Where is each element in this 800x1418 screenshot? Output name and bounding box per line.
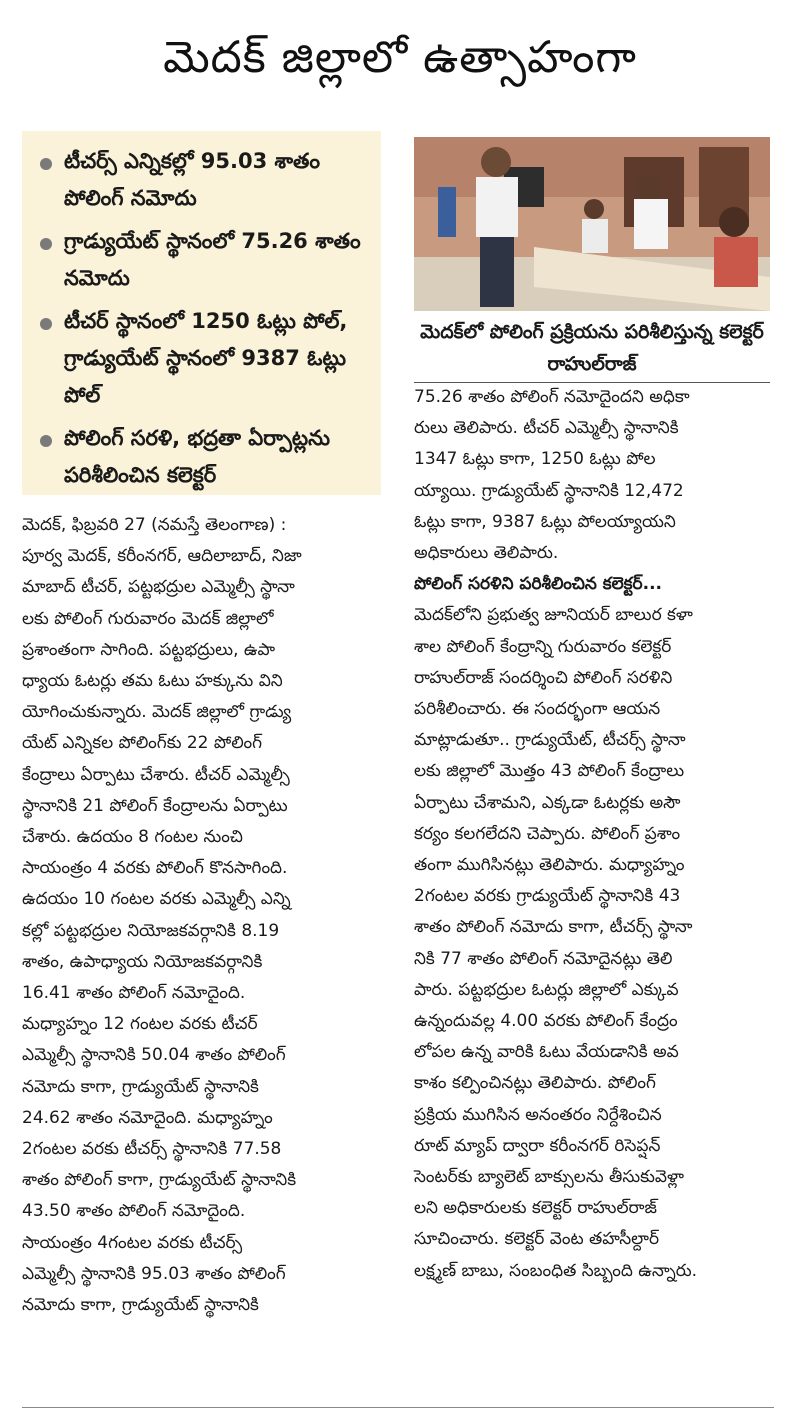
- article-line: ఉదయం 10 గంటల వరకు ఎమ్మెల్సీ ఎన్ని: [22, 889, 291, 910]
- article-line: తంగా ముగిసినట్లు తెలిపారు. మధ్యాహ్నం: [414, 855, 685, 876]
- article-line: ప్రక్రియ ముగిసిన అనంతరం నిర్దేశించిన: [414, 1104, 662, 1125]
- article-column-right: [414, 382, 774, 1287]
- article-line: 2గంటల వరకు టీచర్స్ స్థానానికి 77.58: [22, 1139, 282, 1160]
- photo-illustration: [414, 137, 770, 311]
- article-line: కాశం కల్పించినట్లు తెలిపారు. పోలింగ్: [414, 1073, 656, 1094]
- article-line: యేట్ ఎన్నికల పోలింగ్‌కు 22 పోలింగ్: [22, 733, 263, 754]
- news-photo: [414, 137, 770, 311]
- article-line: 1347 ఓట్లు కాగా, 1250 ఓట్లు పోల: [414, 449, 656, 470]
- article-line: ఓట్లు కాగా, 9387 ఓట్లు పోలయ్యాయని: [414, 511, 676, 532]
- bullet-icon: [40, 435, 52, 447]
- article-line: 16.41 శాతం పోలింగ్ నమోదైంది.: [22, 983, 246, 1004]
- article-line: అధికారులు తెలిపారు.: [414, 543, 559, 564]
- article-line: 75.26 శాతం పోలింగ్ నమోదైందని అధికా: [414, 387, 690, 407]
- highlights-box: [22, 131, 381, 495]
- article-column-left: [22, 510, 387, 1321]
- article-line: రులు తెలిపారు. టీచర్ ఎమ్మెల్సీ స్థానానికి: [414, 418, 679, 439]
- article-line: శాల పోలింగ్ కేంద్రాన్ని గురువారం కలెక్టర్: [414, 636, 672, 657]
- article-line: మాబాద్ టీచర్, పట్టభద్రుల ఎమ్మెల్సీ స్థానా: [22, 577, 295, 598]
- article-line: ఎమ్మెల్సీ స్థానానికి 95.03 శాతం పోలింగ్: [22, 1263, 286, 1284]
- article-line: సూచించారు. కలెక్టర్ వెంట తహసీల్దార్: [414, 1229, 660, 1250]
- article-line: కేంద్రాలు ఏర్పాటు చేశారు. టీచర్ ఎమ్మెల్సీ: [22, 764, 290, 785]
- article-line: ధ్యాయ ఓటర్లు తమ ఓటు హక్కును విని: [22, 671, 283, 692]
- article-line: కర్యం కలగలేదని చెప్పారు. పోలింగ్ ప్రశాం: [414, 823, 681, 844]
- article-line: ఎమ్మెల్సీ స్థానానికి 50.04 శాతం పోలింగ్: [22, 1045, 286, 1066]
- article-line: కల్లో పట్టభద్రుల నియోజకవర్గానికి 8.19: [22, 920, 280, 941]
- article-line: ప్రశాంతంగా సాగింది. పట్టభద్రులు, ఉపా: [22, 639, 275, 660]
- headline: మెదక్ జిల్లాలో ఉత్సాహంగా: [163, 32, 637, 83]
- article-line: యోగించుకున్నారు. మెదక్ జిల్లాలో గ్రాడ్యు: [22, 702, 292, 723]
- article-line: సాయంత్రం 4గంటల వరకు టీచర్స్: [22, 1232, 243, 1253]
- article-line: లకు జిల్లాలో మొత్తం 43 పోలింగ్ కేంద్రాలు: [414, 761, 685, 782]
- article-line: ఉన్నందువల్ల 4.00 వరకు పోలింగ్ కేంద్రం: [414, 1011, 678, 1032]
- article-line: 24.62 శాతం నమోదైంది. మధ్యాహ్నం: [22, 1107, 273, 1128]
- highlight-item: [36, 143, 371, 217]
- article-line: య్యాయి. గ్రాడ్యుయేట్ స్థానానికి 12,472: [414, 480, 684, 501]
- bullet-icon: [40, 158, 52, 170]
- highlight-text: టీచర్ స్థానంలో 1250 ఓట్లు పోల్, గ్రాడ్యుయేట్ స్థానంలో 9387 ఓట్లు పోల్: [64, 309, 348, 407]
- bullet-icon: [40, 238, 52, 250]
- highlight-text: పోలింగ్ సరళి, భద్రతా ఏర్పాట్లను పరిశీలించిన కలెక్టర్: [64, 426, 331, 487]
- highlight-item: [36, 223, 371, 297]
- article-line: చేశారు. ఉదయం 8 గంటల నుంచి: [22, 827, 243, 848]
- article-line: ఏర్పాటు చేశామని, ఎక్కడా ఓటర్లకు అసౌ: [414, 792, 681, 813]
- article-line: లక్ష్మణ్ బాబు, సంబంధిత సిబ్బంది ఉన్నారు.: [414, 1260, 698, 1281]
- article-line: లకు పోలింగ్ గురువారం మెదక్ జిల్లాలో: [22, 608, 274, 629]
- article-line: నమోదు కాగా, గ్రాడ్యుయేట్ స్థానానికి: [22, 1076, 259, 1097]
- article-line: లని అధికారులకు కలెక్టర్ రాహుల్‌రాజ్: [414, 1198, 657, 1219]
- photo-caption: మెదక్‌లో పోలింగ్ ప్రక్రియను పరిశీలిస్తున్న కలెక్టర్ రాహుల్‌రాజ్: [420, 321, 764, 375]
- article-line: రాహుల్‌రాజ్ సందర్శించి పోలింగ్ సరళిని: [414, 667, 673, 688]
- article-line: మెదక్, ఫిబ్రవరి 27 (నమస్తే తెలంగాణ) :: [22, 515, 287, 535]
- highlight-item: [36, 420, 371, 494]
- article-line: 2గంటల వరకు గ్రాడ్యుయేట్ స్థానానికి 43: [414, 886, 681, 907]
- article-line: 43.50 శాతం పోలింగ్ నమోదైంది.: [22, 1201, 246, 1222]
- article-line: శాతం పోలింగ్ నమోదు కాగా, టీచర్స్ స్థానా: [414, 917, 693, 938]
- article-line: రూట్ మ్యాప్ ద్వారా కరీంనగర్ రిసెప్షన్: [414, 1135, 661, 1156]
- highlight-item: [36, 303, 371, 414]
- article-line: పారు. పట్టభద్రుల ఓటర్లు జిల్లాలో ఎక్కువ: [414, 979, 679, 1000]
- article-line: స్థానానికి 21 పోలింగ్ కేంద్రాలను ఏర్పాటు: [22, 795, 288, 816]
- highlight-text: గ్రాడ్యుయేట్ స్థానంలో 75.26 శాతం నమోదు: [64, 229, 361, 290]
- article-line: పూర్వ మెదక్, కరీంనగర్, ఆదిలాబాద్, నిజా: [22, 546, 302, 567]
- article-line: నమోదు కాగా, గ్రాడ్యుయేట్ స్థానానికి: [22, 1295, 259, 1316]
- article-line: నికి 77 శాతం పోలింగ్ నమోదైనట్లు తెలి: [414, 948, 673, 969]
- highlight-text: టీచర్స్ ఎన్నికల్లో 95.03 శాతం పోలింగ్ నమోదు: [64, 149, 321, 210]
- article-line: మధ్యాహ్నం 12 గంటల వరకు టీచర్: [22, 1014, 258, 1035]
- article-subheading: పోలింగ్ సరళిని పరిశీలించిన కలెక్టర్...: [414, 574, 663, 595]
- bottom-divider: [22, 1407, 774, 1408]
- article-line: శాతం పోలింగ్ కాగా, గ్రాడ్యుయేట్ స్థానానికి: [22, 1170, 297, 1191]
- article-line: మాట్లాడుతూ.. గ్రాడ్యుయేట్, టీచర్స్ స్థానా: [414, 730, 686, 751]
- article-line: సాయంత్రం 4 వరకు పోలింగ్ కొనసాగింది.: [22, 858, 288, 879]
- article-line: లోపల ఉన్న వారికి ఓటు వేయడానికి అవ: [414, 1042, 679, 1063]
- article-line: సెంటర్‌కు బ్యాలెట్ బాక్సులను తీసుకువెళ్లా: [414, 1167, 684, 1188]
- article-line: మెదక్‌లోని ప్రభుత్వ జూనియర్ బాలుర కళా: [414, 605, 693, 626]
- bullet-icon: [40, 318, 52, 330]
- article-line: పరిశీలించారు. ఈ సందర్భంగా ఆయన: [414, 699, 661, 720]
- article-line: శాతం, ఉపాధ్యాయ నియోజకవర్గానికి: [22, 951, 263, 972]
